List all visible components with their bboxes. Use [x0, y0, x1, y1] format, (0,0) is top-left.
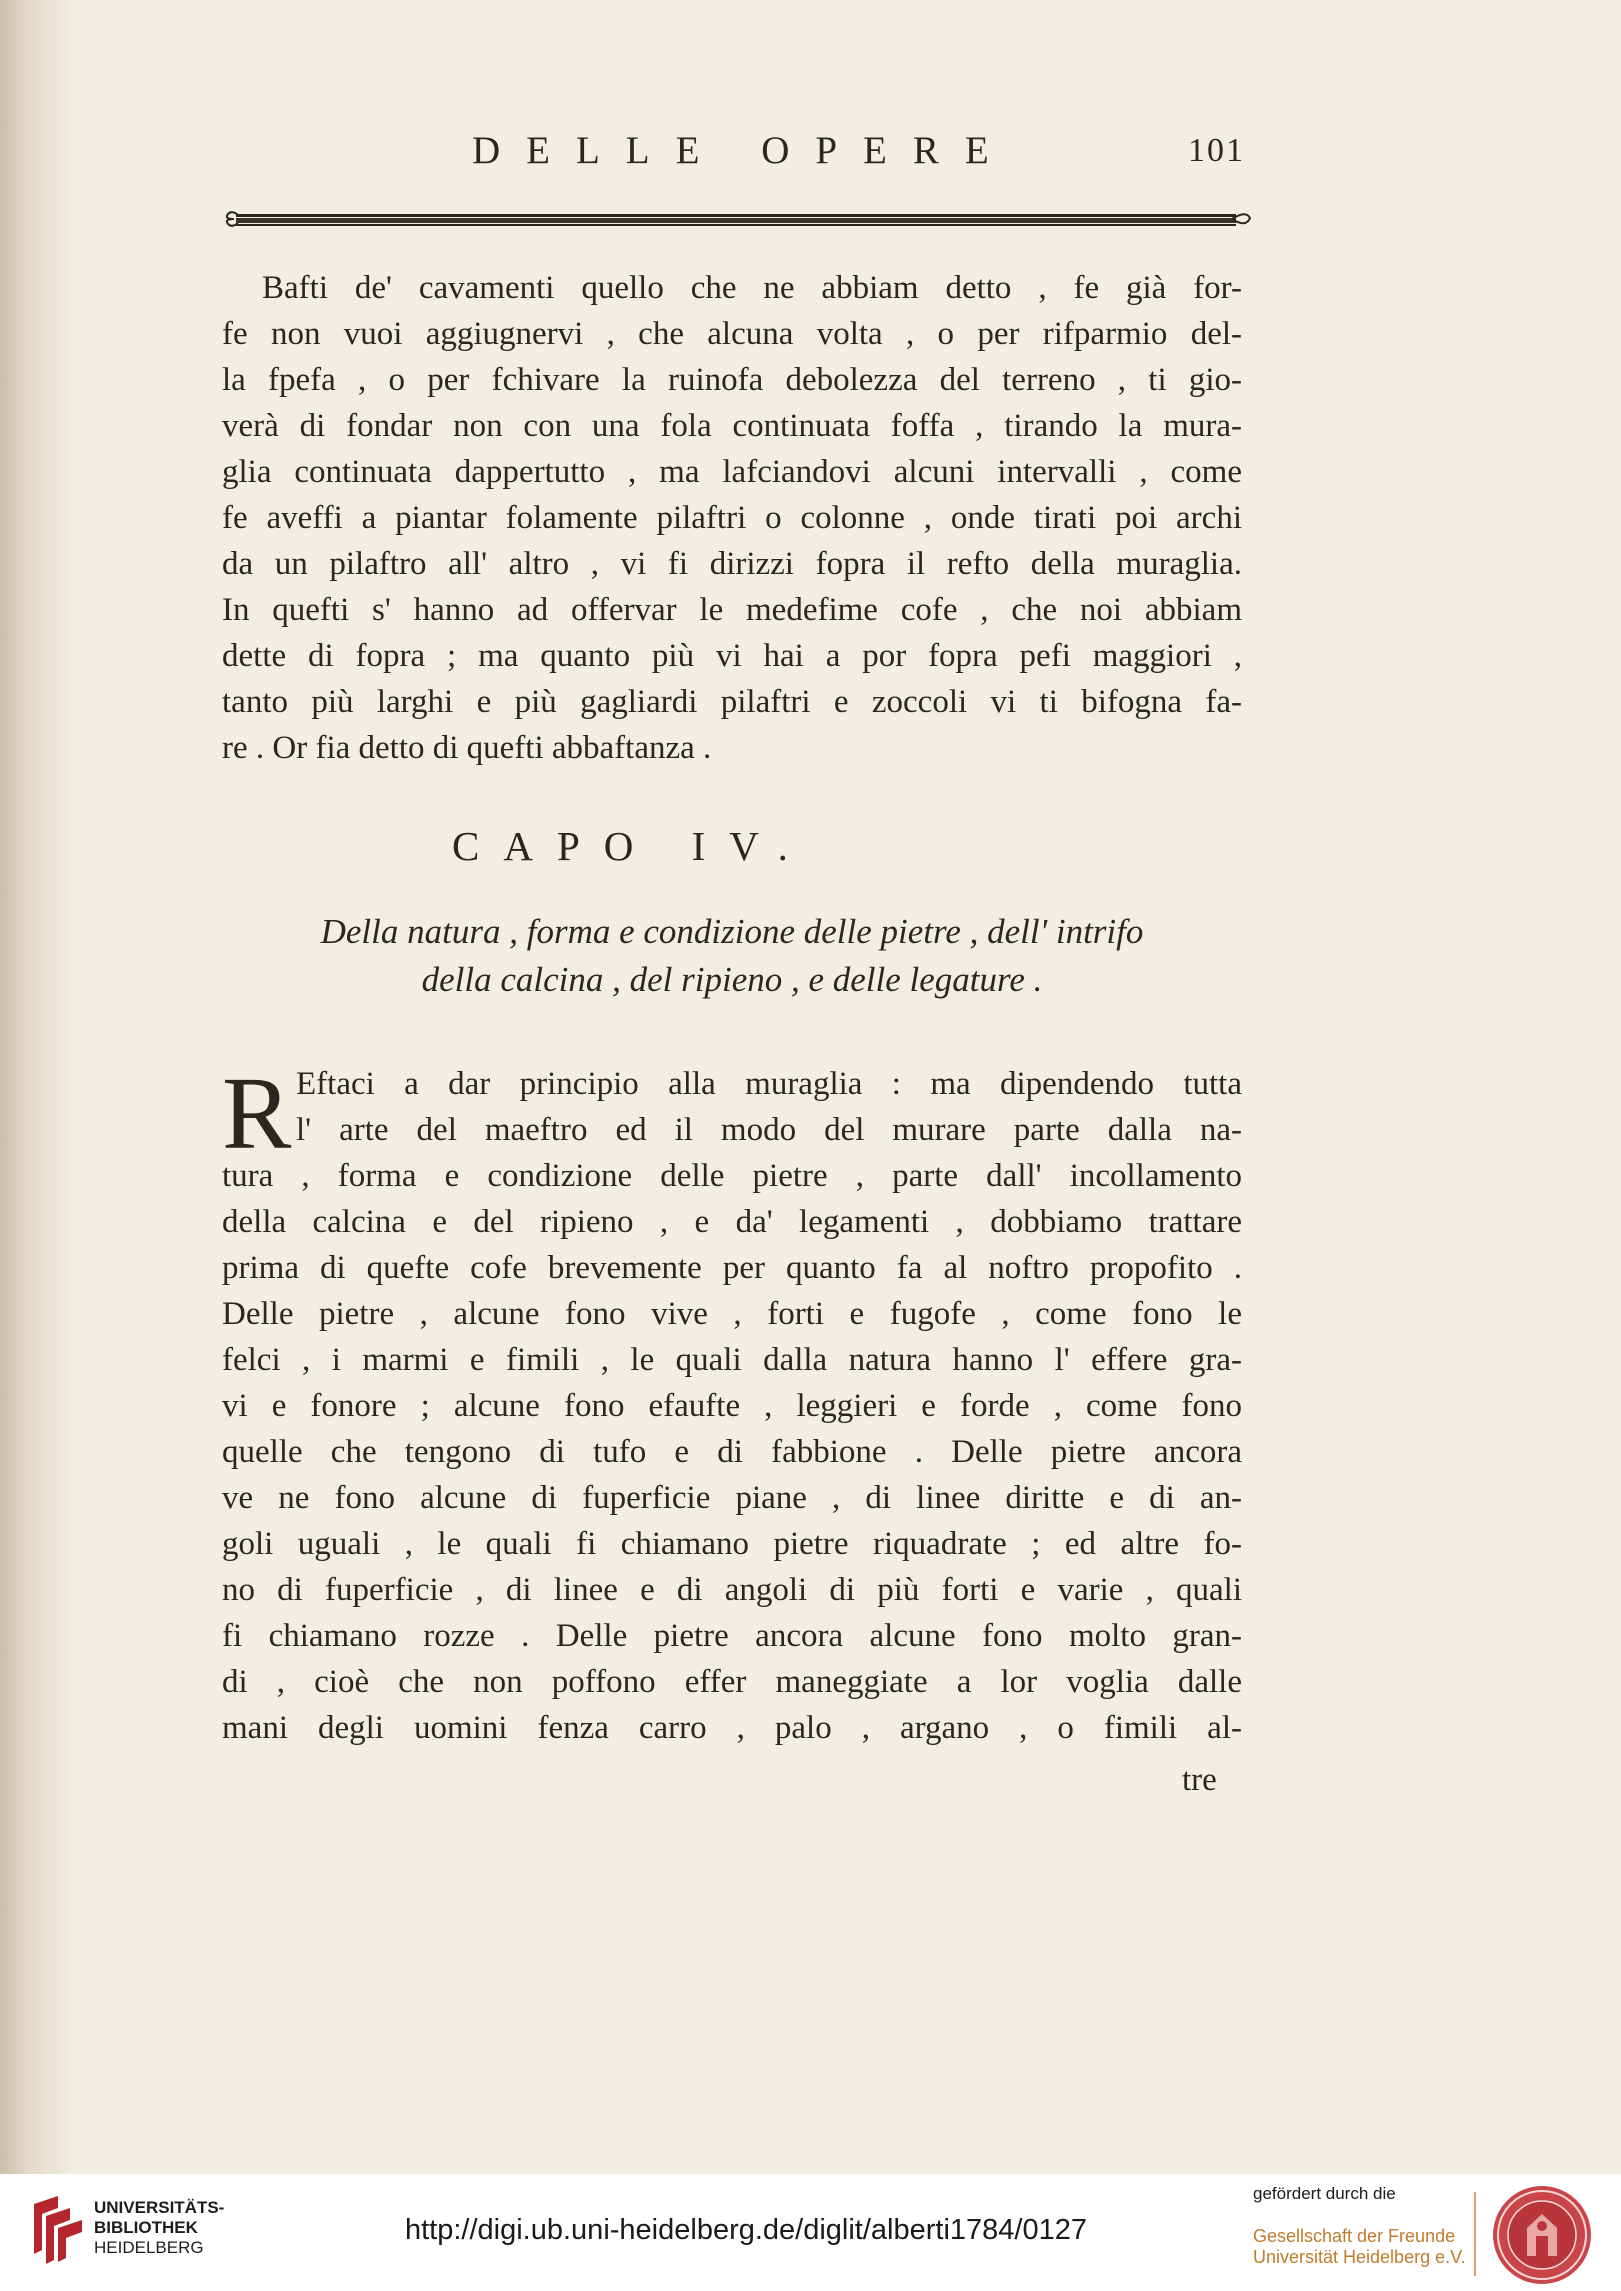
text-line: Eftaci a dar principio alla muraglia : ma dipendendo tutta	[296, 1066, 1242, 1102]
text-line: fe aveffi a piantar folamente pilaftri o colonne , onde tirati poi archi	[222, 500, 1242, 536]
text-line: no di fuperficie , di linee e di angoli di più forti e varie , quali	[222, 1572, 1242, 1608]
chapter-subtitle-line: della calcina , del ripieno , e delle legature .	[421, 960, 1043, 999]
text-line: fe non vuoi aggiugnervi , che alcuna volta , o per rifparmio del-	[222, 316, 1242, 352]
text-line: verà di fondar non con una fola continuata foffa , tirando la mura-	[222, 408, 1242, 444]
text-line: Delle pietre , alcune fono vive , forti e fugofe , come fono le	[222, 1296, 1242, 1332]
catchword: tre	[1182, 1762, 1217, 1798]
text-line: la fpefa , o per fchivare la ruinofa debolezza del terreno , ti gio-	[222, 362, 1242, 398]
drop-cap: R	[222, 1056, 292, 1171]
text-line: prima di quefte cofe brevemente per quanto fa al noftro propofito .	[222, 1250, 1242, 1286]
text-line: ve ne fono alcune di fuperficie piane , di linee diritte e di an-	[222, 1480, 1242, 1516]
text-line: goli uguali , le quali fi chiamano pietre riquadrate ; ed altre fo-	[222, 1526, 1242, 1562]
permalink-url[interactable]: http://digi.ub.uni-heidelberg.de/diglit/alberti1784/0127	[405, 2214, 1087, 2246]
book-gutter-shadow	[0, 0, 70, 2174]
funded-by-label: gefördert durch die	[1253, 2184, 1396, 2203]
footer-divider	[1474, 2192, 1476, 2276]
university-seal-icon	[1491, 2184, 1593, 2286]
running-head: DELLE OPERE	[472, 129, 1015, 172]
text-line: fi chiamano rozze . Delle pietre ancora alcune fono molto gran-	[222, 1618, 1242, 1654]
library-logo-icon	[28, 2194, 86, 2266]
page-number: 101	[1188, 132, 1245, 169]
chapter-heading: CAPO IV.	[452, 823, 812, 869]
text-line: dette di fopra ; ma quanto più vi hai a por fopra pefi maggiori ,	[222, 638, 1242, 674]
text-line: re . Or fia detto di quefti abbaftanza .	[222, 730, 712, 766]
text-line: quelle che tengono di tufo e di fabbione . Delle pietre ancora	[222, 1434, 1242, 1470]
text-line: tura , forma e condizione delle pietre , parte dall' incollamento	[222, 1158, 1242, 1194]
ornamental-head-rule	[222, 206, 1252, 232]
text-line: della calcina e del ripieno , e da' legamenti , dobbiamo trattare	[222, 1204, 1242, 1240]
text-line: felci , i marmi e fimili , le quali dalla natura hanno l' effere gra-	[222, 1342, 1242, 1378]
text-line: mani degli uomini fenza carro , palo , argano , o fimili al-	[222, 1710, 1242, 1746]
text-line: vi e fonore ; alcune fono efaufte , leggieri e forde , come fono	[222, 1388, 1242, 1424]
text-line: Bafti de' cavamenti quello che ne abbiam detto , fe già for-	[262, 270, 1242, 306]
text-line: glia continuata dappertutto , ma lafciandovi alcuni intervalli , come	[222, 454, 1242, 490]
chapter-subtitle-line: Della natura , forma e condizione delle pietre , dell' intrifo	[320, 912, 1144, 951]
library-name: UNIVERSITÄTS- BIBLIOTHEK HEIDELBERG	[94, 2198, 225, 2257]
text-line: di , cioè che non poffono effer maneggiate a lor voglia dalle	[222, 1664, 1242, 1700]
text-line: l' arte del maeftro ed il modo del murare parte dalla na-	[296, 1112, 1242, 1148]
society-name: Gesellschaft der Freunde Universität Heidelberg e.V.	[1253, 2226, 1466, 2267]
text-line: In quefti s' hanno ad offervar le medefime cofe , che noi abbiam	[222, 592, 1242, 628]
text-line: da un pilaftro all' altro , vi fi dirizzi fopra il refto della muraglia.	[222, 546, 1242, 582]
text-line: tanto più larghi e più gagliardi pilaftri e zoccoli vi ti bifogna fa-	[222, 684, 1242, 720]
